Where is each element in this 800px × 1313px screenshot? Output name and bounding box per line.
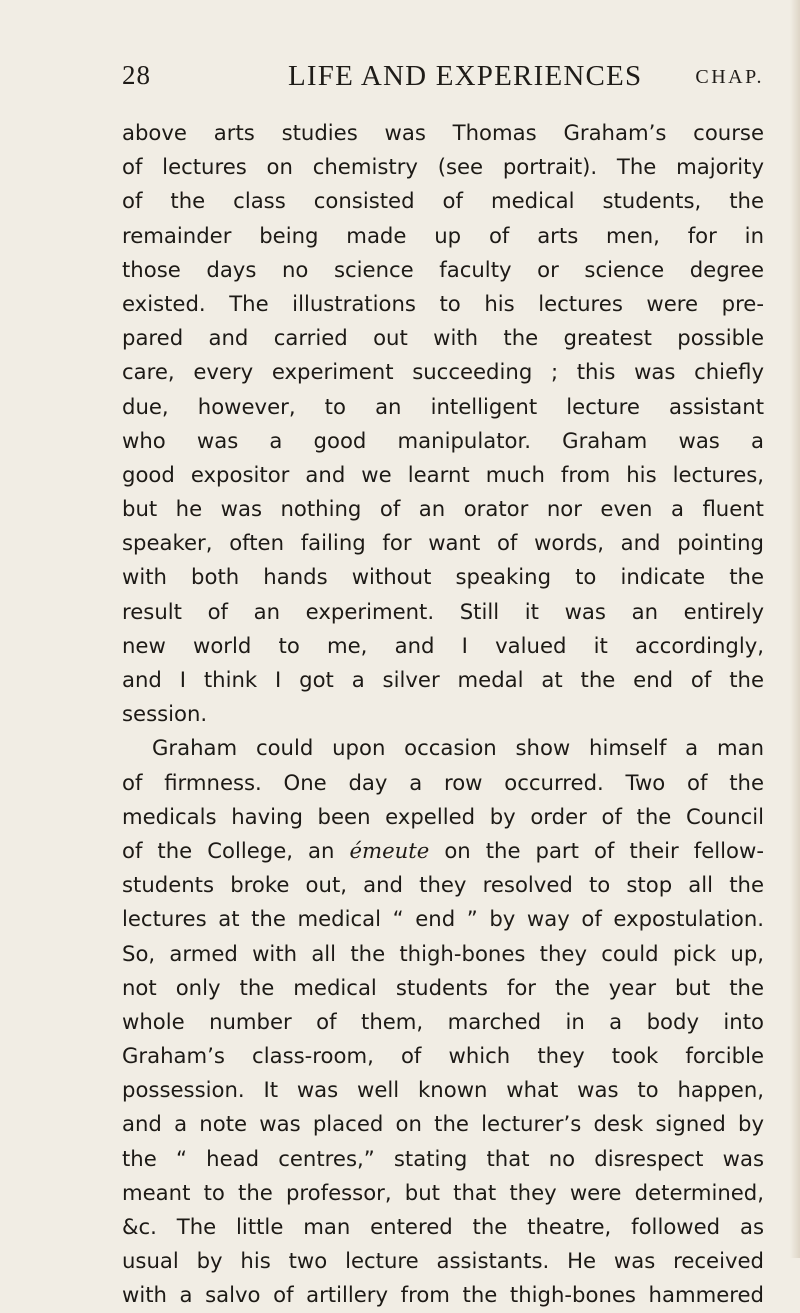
text-line: result of an experiment. Still it was an entirely xyxy=(122,598,764,624)
text-line: due, however, to an intelligent lecture assistant xyxy=(122,393,764,419)
page-edge-shadow xyxy=(790,0,800,1258)
text-line: &c. The little man entered the theatre, followed as xyxy=(122,1214,764,1239)
page-number: 28 xyxy=(122,60,151,90)
running-title: LIFE AND EXPERIENCES xyxy=(288,60,643,92)
text-line: So, armed with all the thigh-bones they could pick up, xyxy=(122,940,764,966)
text-line: good expositor and we learnt much from his lectures, xyxy=(122,461,764,487)
text-line: remainder being made up of arts men, for in xyxy=(122,222,764,248)
text-line: care, every experiment succeeding ; this was chiefly xyxy=(122,359,764,385)
running-head xyxy=(122,60,764,100)
text-line: possession. It was well known what was to happen, xyxy=(122,1077,764,1103)
text-line: and a note was placed on the lecturer’s desk signed by xyxy=(122,1111,764,1137)
text-line: students broke out, and they resolved to stop all the xyxy=(122,872,764,898)
text-line: speaker, often failing for want of words, and pointing xyxy=(122,530,764,556)
text-line-with-italic xyxy=(122,834,764,868)
text-line: and I think I got a silver medal at the end of the xyxy=(122,667,764,692)
text-line: with both hands without speaking to indicate the xyxy=(122,564,764,590)
text-line: of firmness. One day a row occurred. Two of the xyxy=(122,769,764,795)
text-segment: of the College, an xyxy=(122,837,335,863)
text-line-paragraph-end: session. xyxy=(122,701,208,727)
chapter-label: CHAP. xyxy=(695,66,764,88)
text-line: meant to the professor, but that they were determined, xyxy=(122,1179,764,1205)
body-text xyxy=(122,116,764,1313)
text-line-paragraph-start: Graham could upon occasion show himself a man xyxy=(152,735,764,761)
text-segment: on the part of their fellow- xyxy=(444,837,764,863)
text-line: new world to me, and I valued it accordingly, xyxy=(122,632,764,658)
text-line: but he was nothing of an orator nor even a fluent xyxy=(122,496,764,522)
text-line: the “ head centres,” stating that no disrespect was xyxy=(122,1145,764,1171)
text-line: above arts studies was Thomas Graham’s course xyxy=(122,120,764,145)
text-line: with a salvo of artillery from the thigh-bones hammered xyxy=(122,1282,764,1308)
text-line: usual by his two lecture assistants. He was received xyxy=(122,1248,764,1274)
text-line: lectures at the medical “ end ” by way of expostulation. xyxy=(122,906,764,932)
text-line: pared and carried out with the greatest possible xyxy=(122,325,764,351)
text-line: of the class consisted of medical students, the xyxy=(122,188,764,214)
text-line: not only the medical students for the year but the xyxy=(122,974,764,1000)
text-line: those days no science faculty or science degree xyxy=(122,256,764,282)
italic-word-emeute: émeute xyxy=(349,837,430,863)
text-line: whole number of them, marched in a body into xyxy=(122,1008,764,1034)
text-line: existed. The illustrations to his lectures were pre- xyxy=(122,290,764,316)
text-line: Graham’s class-room, of which they took forcible xyxy=(122,1043,764,1069)
text-line: medicals having been expelled by order of the Council xyxy=(122,803,764,829)
text-line: who was a good manipulator. Graham was a xyxy=(122,427,764,453)
text-line: of lectures on chemistry (see portrait). The majority xyxy=(122,154,764,180)
